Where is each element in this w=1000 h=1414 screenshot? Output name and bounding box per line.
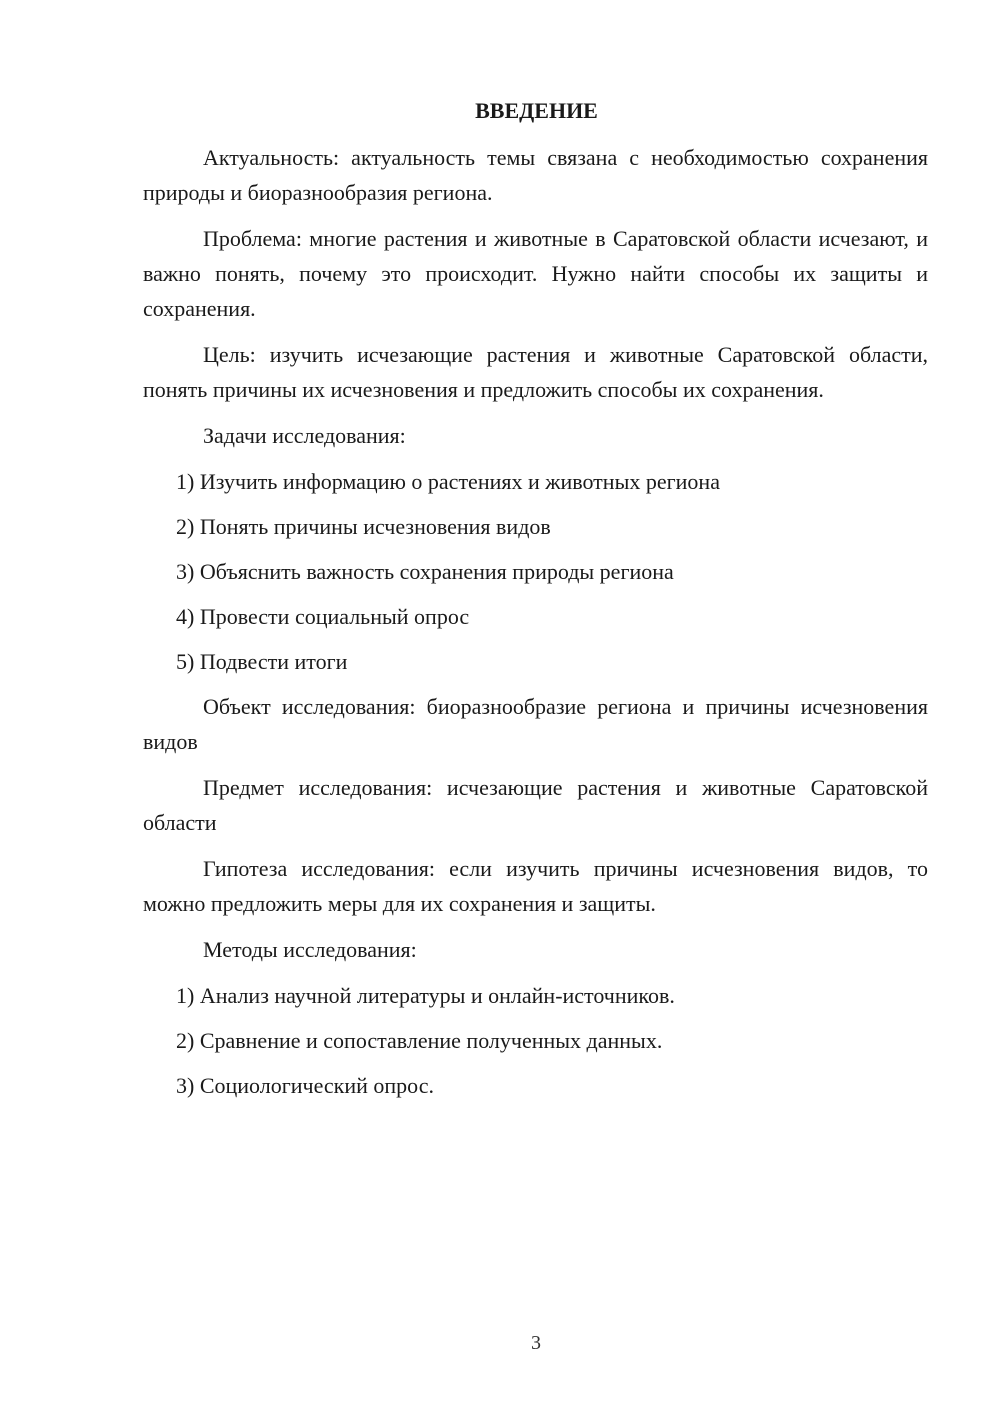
page-number: 3 bbox=[531, 1332, 541, 1354]
list-item: 3) Социологический опрос. bbox=[176, 1073, 434, 1098]
page-content bbox=[143, 96, 928, 1113]
section-title: ВВЕДЕНИЕ bbox=[475, 98, 598, 123]
list-item: 1) Изучить информацию о растениях и животных региона bbox=[176, 469, 720, 494]
list-item: 3) Объяснить важность сохранения природы региона bbox=[176, 559, 674, 584]
tasks-list bbox=[143, 464, 928, 679]
subject-paragraph: Предмет исследования: исчезающие растения и животные Саратовской области bbox=[143, 775, 928, 835]
object-paragraph: Объект исследования: биоразнообразие региона и причины исчезновения видов bbox=[143, 694, 928, 754]
list-item: 4) Провести социальный опрос bbox=[176, 604, 470, 629]
tasks-heading: Задачи исследования: bbox=[203, 423, 406, 448]
methods-heading: Методы исследования: bbox=[203, 937, 417, 962]
list-item: 1) Анализ научной литературы и онлайн-источников. bbox=[176, 983, 675, 1008]
problem-paragraph: Проблема: многие растения и животные в Саратовской области исчезают, и важно понять, почему это происходит. Нужно найти способы их защиты и сохранения. bbox=[143, 226, 928, 321]
list-item: 5) Подвести итоги bbox=[176, 649, 348, 674]
relevance-paragraph: Актуальность: актуальность темы связана с необходимостью сохранения природы и биоразнообразия региона. bbox=[143, 145, 928, 205]
list-item: 2) Сравнение и сопоставление полученных данных. bbox=[176, 1028, 663, 1053]
methods-list bbox=[143, 978, 928, 1103]
list-item: 2) Понять причины исчезновения видов bbox=[176, 514, 551, 539]
goal-paragraph: Цель: изучить исчезающие растения и животные Саратовской области, понять причины их исчезновения и предложить способы их сохранения. bbox=[143, 342, 928, 402]
hypothesis-paragraph: Гипотеза исследования: если изучить причины исчезновения видов, то можно предложить меры для их сохранения и защиты. bbox=[143, 856, 928, 916]
